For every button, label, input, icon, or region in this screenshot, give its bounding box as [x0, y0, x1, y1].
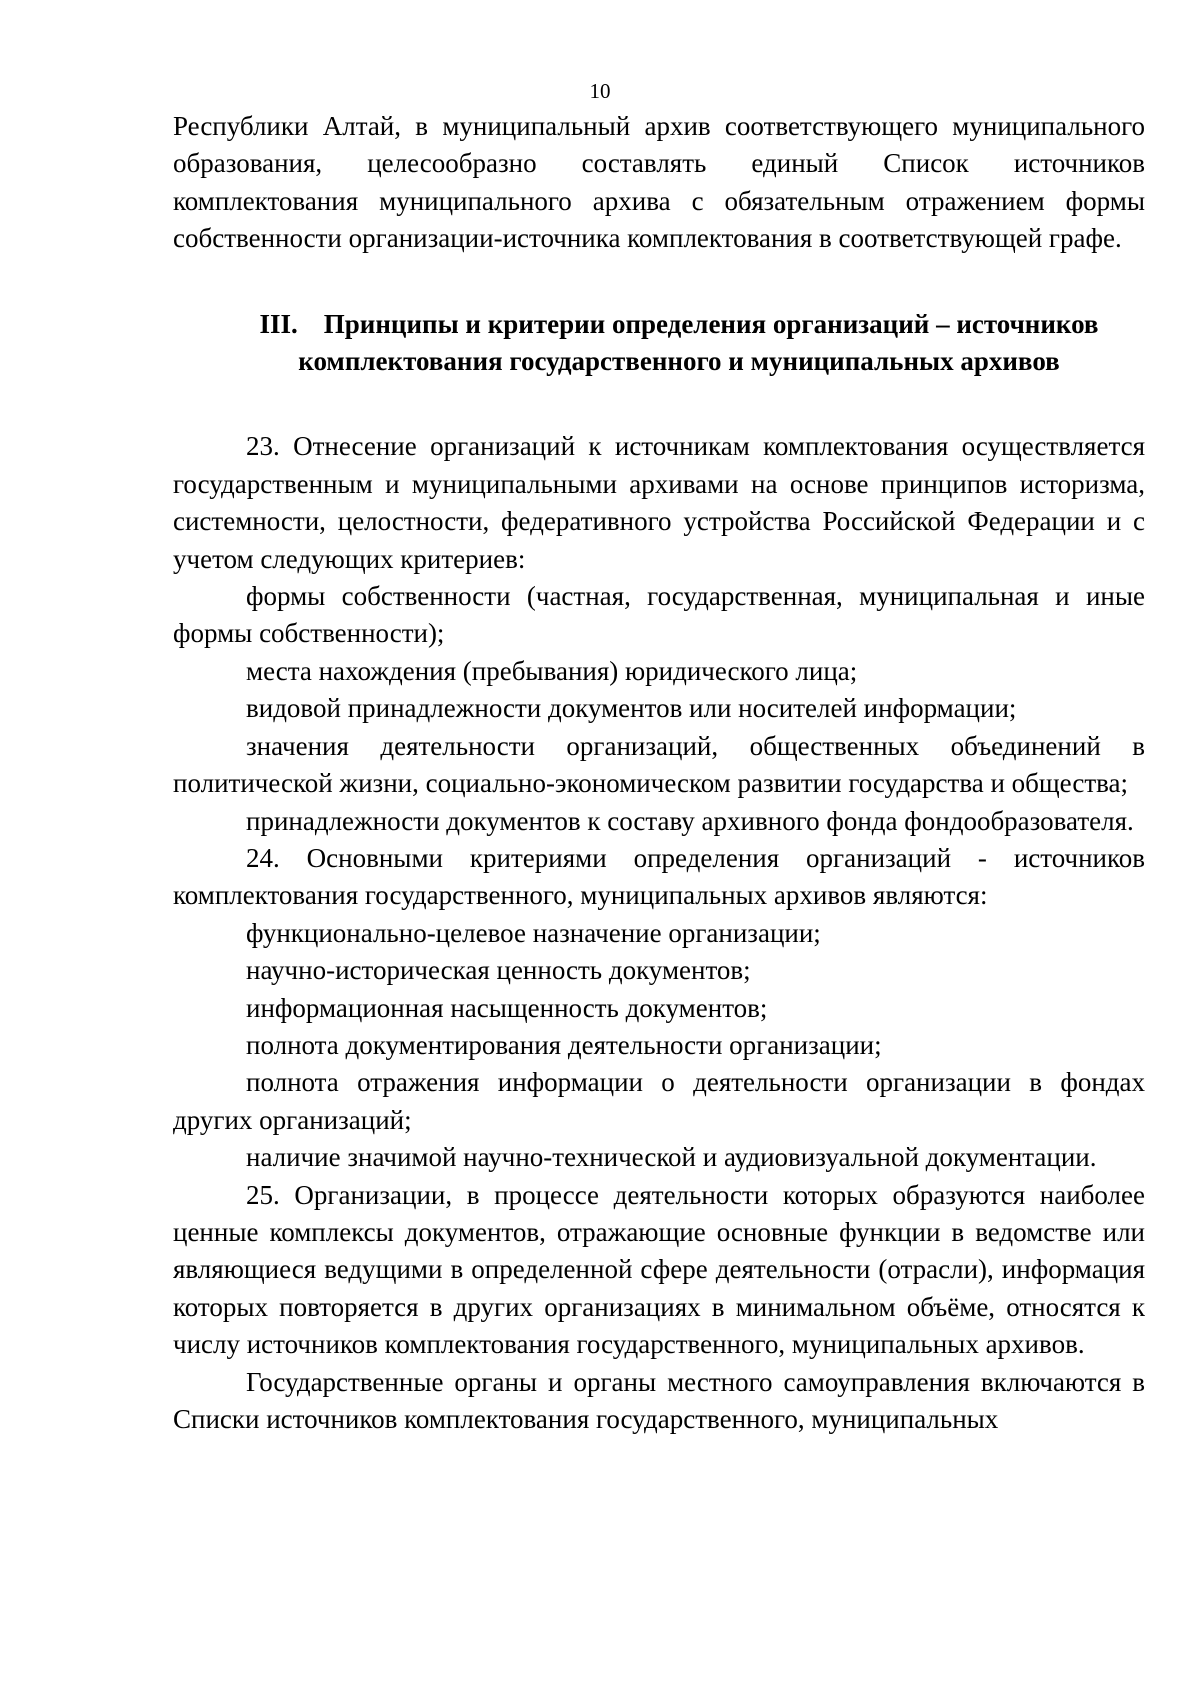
section-number: III. [259, 308, 298, 339]
paragraph-25: 25. Организации, в процессе деятельности которых образуются наиболее ценные комплексы документов, отражающие основные функции в ведомстве или являющиеся ведущими в определенной сфере деятельности (отрасли), информация которых повторяется в других организациях в минимальном объёме, относятся к числу источников комплектования государственного, муниципальных архивов. [173, 1179, 1145, 1360]
page-number: 10 [589, 79, 611, 103]
list-item: полнота документирования деятельности организации; [246, 1029, 882, 1060]
list-item: значения деятельности организаций, общественных объединений в политической жизни, социально-экономическом развитии государства и общества; [173, 730, 1145, 799]
list-item: видовой принадлежности документов или носителей информации; [246, 693, 1017, 724]
section-heading-line1 [213, 306, 1145, 343]
list-item: полнота отражения информации о деятельности организации в фондах других организаций; [173, 1067, 1145, 1135]
list-item: функционально-целевое назначение организации; [246, 917, 821, 948]
paragraph-24: 24. Основными критериями определения организаций - источников комплектования государственного, муниципальных архивов являются: [173, 842, 1145, 911]
list-item: информационная насыщенность документов; [246, 992, 768, 1023]
list-item: места нахождения (пребывания) юридического лица; [246, 655, 858, 686]
list-item: формы собственности (частная, государственная, муниципальная и иные формы собственности); [173, 581, 1145, 649]
section-heading [173, 306, 1145, 381]
document-body [173, 108, 1145, 1438]
paragraph-state-bodies: Государственные органы и органы местного самоуправления включаются в Списки источников комплектования государственного, муниципальных [173, 1366, 1145, 1434]
list-item: научно-историческая ценность документов; [246, 955, 751, 986]
section-title-line1: Принципы и критерии определения организаций – источников [323, 308, 1099, 339]
list-item: наличие значимой научно-технической и аудиовизуальной документации. [246, 1142, 1097, 1173]
list-item: принадлежности документов к составу архивного фонда фондообразователя. [246, 805, 1134, 836]
intro-paragraph: Республики Алтай, в муниципальный архив соответствующего муниципального образования, целесообразно составлять единый Список источников комплектования муниципального архива с обязательным отражением формы собственности организации-источника комплектования в соответствующей графе. [173, 111, 1145, 254]
section-title-line2: комплектования государственного и муниципальных архивов [298, 346, 1060, 377]
paragraph-23: 23. Отнесение организаций к источникам комплектования осуществляется государственным и муниципальными архивами на основе принципов историзма, системности, целостности, федеративного устройства Российской Федерации и с учетом следующих критериев: [173, 431, 1145, 574]
